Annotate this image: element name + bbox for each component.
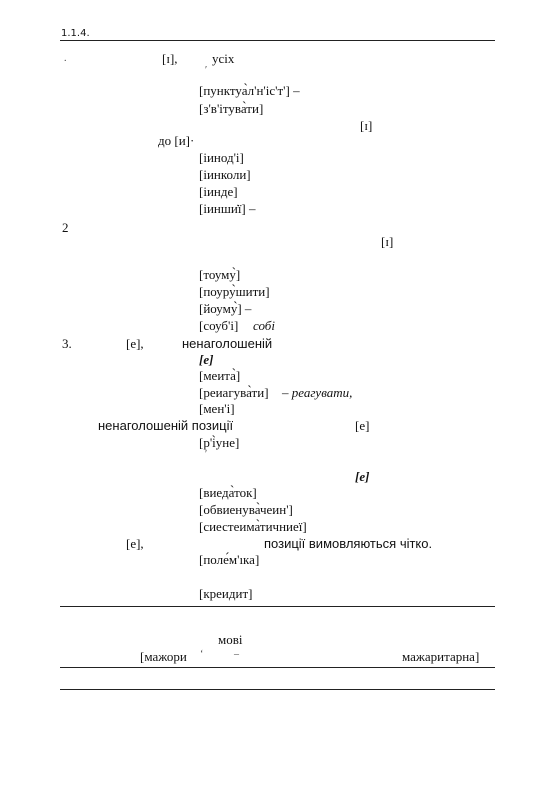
transcription-meni: [мен'і] (199, 401, 235, 416)
stray-tick: ʹ (205, 449, 208, 460)
transcription-meta: [меита̀] (199, 368, 241, 383)
word-mazhory: [мажори (140, 649, 187, 664)
stray-dot: . (64, 53, 67, 64)
word-nenagolosheniy: ненаголошеній (182, 336, 273, 351)
stray-hook: ʻ (200, 649, 204, 660)
word-reaguvaty: – реагувати, (282, 385, 353, 400)
to-y-line: до [и]· (158, 133, 195, 148)
phrase-pozytsiyi-vymovliaiutsia: позиції вимовляються чітко. (264, 536, 433, 551)
word-usikh: усіх (212, 51, 235, 66)
word-movi: мові (218, 632, 243, 647)
section-number: 1.1.4. (61, 28, 90, 39)
transcription-zvituvaty: [з'в'ітува̀ти] (199, 101, 264, 116)
word-mazharytarna: мажаритарна] (402, 649, 480, 664)
phoneme-e: [е], (126, 336, 144, 351)
transcription-inshi: [іинши̇ї] – (199, 201, 256, 216)
transcription-polemika: [поле́м'ıка] (199, 552, 260, 567)
phoneme-i-right: [ɪ] (360, 118, 373, 133)
transcription-tomu: [тоуму̀] (199, 267, 241, 282)
transcription-porushyty: [поуру̀шити] (199, 284, 270, 299)
stray-accent: ʹ (205, 65, 208, 76)
transcription-inde: [іинде] (199, 184, 238, 199)
transcription-rivne: [р'і̀уне] (199, 435, 240, 450)
word-sobi: собі (253, 318, 275, 333)
rule-2 (60, 667, 495, 668)
rule-1 (60, 606, 495, 607)
header-rule (60, 40, 495, 41)
phoneme-e-bold-2: [е] (355, 469, 370, 484)
transcription-reaguvaty: [реиагува̀ти] (199, 385, 269, 400)
transcription-sobi: [соуб'і] (199, 318, 239, 333)
phoneme-i: [ɪ], (162, 51, 178, 66)
transcription-punktualnist: [пунктуа̀л'н'іс'т'] – (199, 83, 300, 98)
phoneme-e-left: [е], (126, 536, 144, 551)
transcription-inkoly: [іинколи] (199, 167, 251, 182)
phoneme-e-right: [е] (355, 418, 370, 433)
transcription-systematychni: [сиестеима̀тичниеї] (199, 519, 307, 534)
phoneme-e-bold: [е] (199, 352, 214, 367)
rule-3 (60, 689, 495, 690)
list-number-3: 3. (62, 336, 72, 351)
transcription-obvynuvachen: [обвиенува̀чеин'] (199, 502, 293, 517)
phrase-nenagolosheniy-pozytsiyi: ненаголошеній позиції (98, 418, 234, 433)
transcription-inodi: [іинод'і] (199, 150, 244, 165)
transcription-kredyt: [креидит] (199, 586, 253, 601)
list-number-2: 2 (62, 220, 69, 235)
transcription-vydatok: [виеда̀ток] (199, 485, 257, 500)
stray-dash: – (234, 649, 239, 660)
transcription-yomu: [йоуму̀] – (199, 301, 252, 316)
phoneme-i-right-2: [ɪ] (381, 234, 394, 249)
